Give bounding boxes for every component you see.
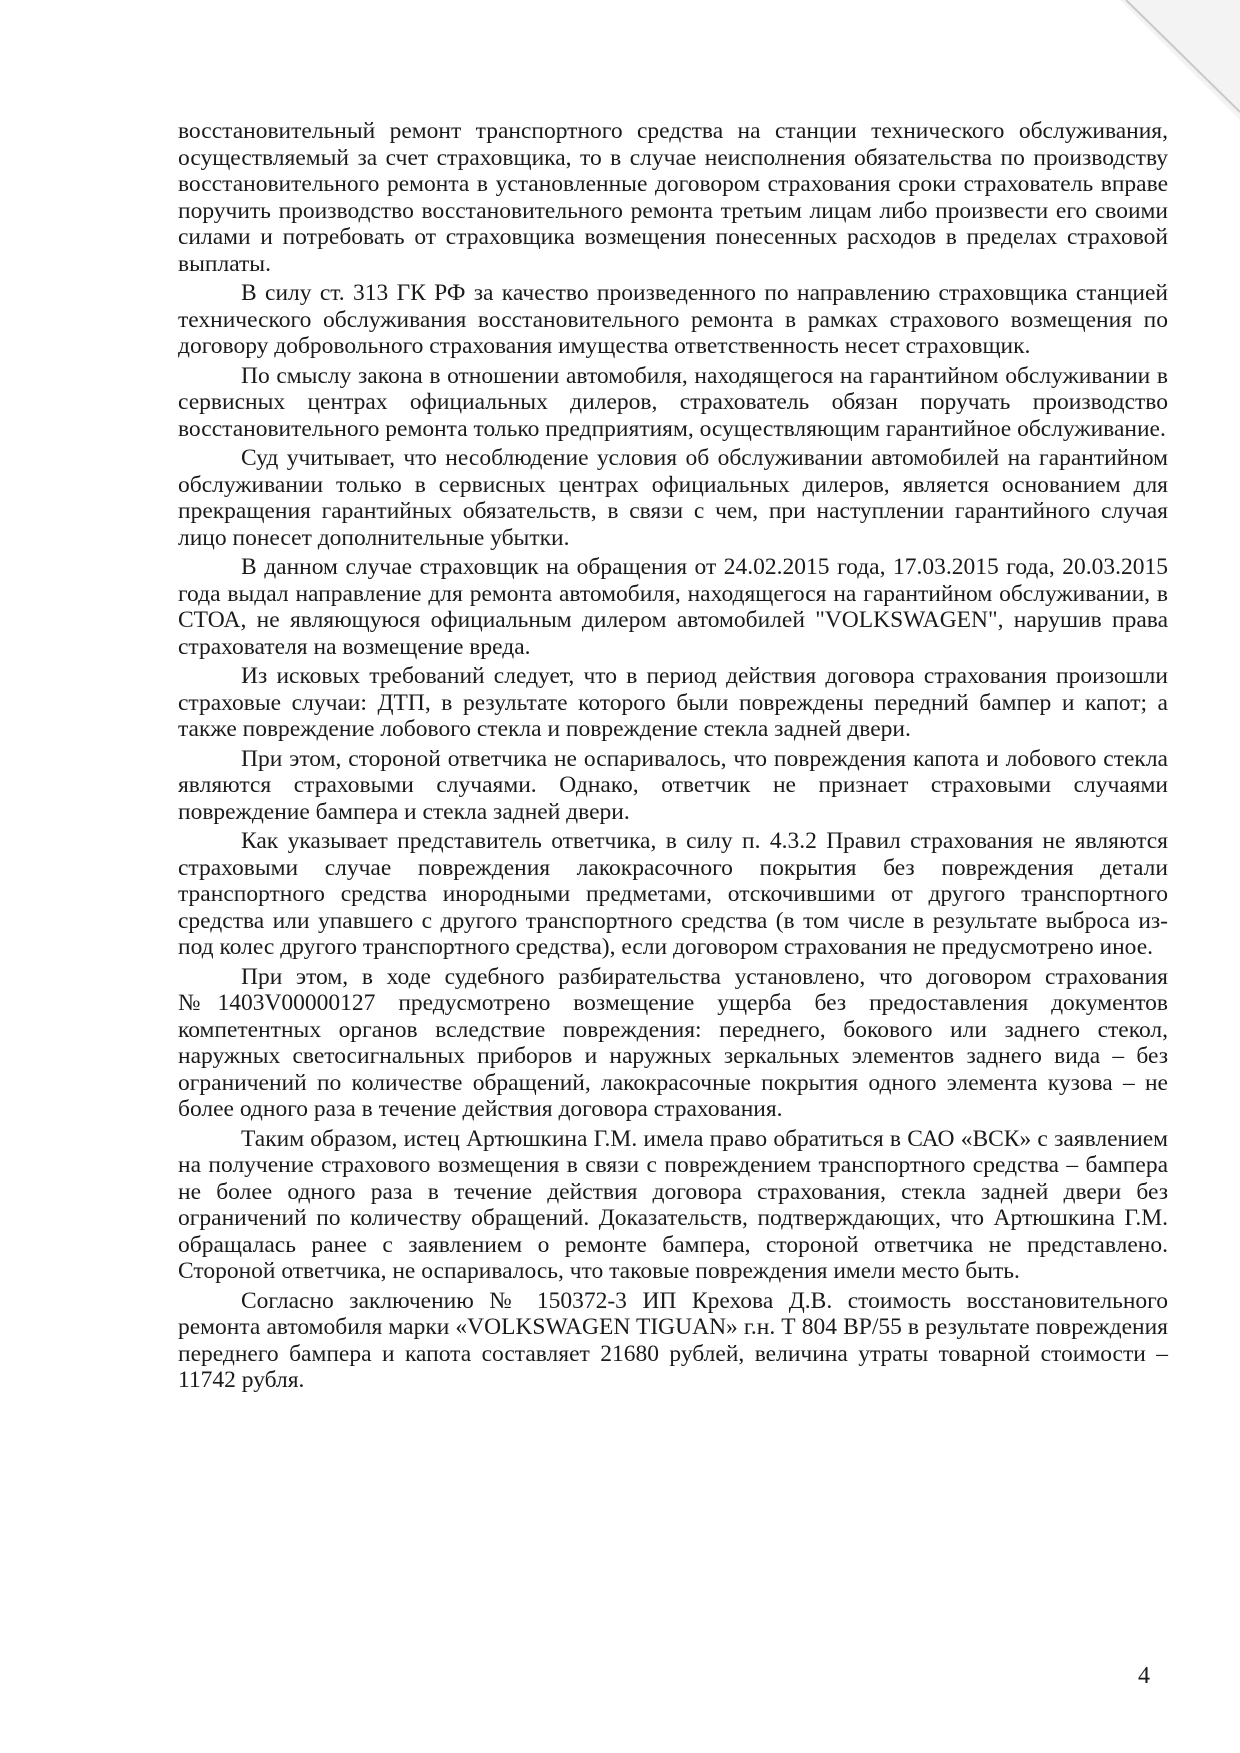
paragraph-3: По смыслу закона в отношении автомобиля, находящегося на гарантийном обслуживании в сервисных центрах официальных дилеров, страхователь обязан поручать производство восстановительного ремонта только предприятиям, осуществляющим гарантийное обслуживание.: [178, 362, 1168, 442]
paragraph-9: При этом, в ходе судебного разбирательства установлено, что договором страхования №1403V00000127 предусмотрено возмещение ущерба без предоставления документов компетентных органов вследствие повреждения: переднего, бокового или заднего стекол, наружных светосигнальных приборов и наружных зеркальных элементов заднего вида – без ограничений по количестве обращений, лакокрасочные покрытия одного элемента кузова – не более одного раза в течение действия договора страхования.: [178, 963, 1168, 1122]
paragraph-4: Суд учитывает, что несоблюдение условия об обслуживании автомобилей на гарантийном обслуживании только в сервисных центрах официальных дилеров, является основанием для прекращения гарантийных обязательств, в связи с чем, при наступлении гарантийного случая лицо понесет дополнительные убытки.: [178, 445, 1168, 551]
page-number: 4: [1138, 1663, 1150, 1689]
page-curl-decoration: [1120, 0, 1240, 120]
paragraph-2: В силу ст. 313 ГК РФ за качество произведенного по направлению страховщика станцией технического обслуживания восстановительного ремонта в рамках страхового возмещения по договору добровольного страхования имущества ответственность несет страховщик.: [178, 280, 1168, 359]
paragraph-8: Как указывает представитель ответчика, в силу п. 4.3.2 Правил страхования не являются страховыми случае повреждения лакокрасочного покрытия без повреждения детали транспортного средства инородными предметами, отскочившими от другого транспортного средства или упавшего с другого транспортного средства (в том числе в результате выброса из-под колес другого транспортного средства), если договором страхования не предусмотрено иное.: [178, 828, 1168, 960]
document-body: [178, 118, 1168, 1397]
paragraph-6: Из исковых требований следует, что в период действия договора страхования произошли страховые случаи: ДТП, в результате которого были повреждены передний бампер и капот; а также повреждение лобового стекла и повреждение стекла задней двери.: [178, 663, 1168, 742]
paragraph-1: восстановительный ремонт транспортного средства на станции технического обслуживания, осуществляемый за счет страховщика, то в случае неисполнения обязательства по производству восстановительного ремонта в установленные договором страхования сроки страхователь вправе поручить производство восстановительного ремонта третьим лицам либо произвести его своими силами и потребовать от страховщика возмещения понесенных расходов в пределах страховой выплаты.: [178, 118, 1168, 277]
paragraph-7: При этом, стороной ответчика не оспаривалось, что повреждения капота и лобового стекла являются страховыми случаями. Однако, ответчик не признает страховыми случаями повреждение бампера и стекла задней двери.: [178, 745, 1168, 825]
paragraph-10: Таким образом, истец Артюшкина Г.М. имела право обратиться в САО «ВСК» с заявлением на получение страхового возмещения в связи с повреждением транспортного средства – бампера не более одного раза в течение действия договора страхования, стекла задней двери без ограничений по количеству обращений. Доказательств, подтверждающих, что Артюшкина Г.М. обращалась ранее с заявлением о ремонте бампера, стороной ответчика не представлено. Стороной ответчика, не оспаривалось, что таковые повреждения имели место быть.: [178, 1125, 1168, 1284]
paragraph-11: Согласно заключению № 150372-3 ИП Крехова Д.В. стоимость восстановительного ремонта автомобиля марки «VOLKSWAGEN TIGUAN» г.н. Т 804 ВР/55 в результате повреждения переднего бампера и капота составляет 21680 рублей, величина утраты товарной стоимости – 11742 рубля.: [178, 1287, 1168, 1393]
paragraph-5: В данном случае страховщик на обращения от 24.02.2015 года, 17.03.2015 года, 20.03.2015 года выдал направление для ремонта автомобиля, находящегося на гарантийном обслуживании, в СТОА, не являющуюся официальным дилером автомобилей "VOLKSWAGEN", нарушив права страхователя на возмещение вреда.: [178, 554, 1168, 660]
